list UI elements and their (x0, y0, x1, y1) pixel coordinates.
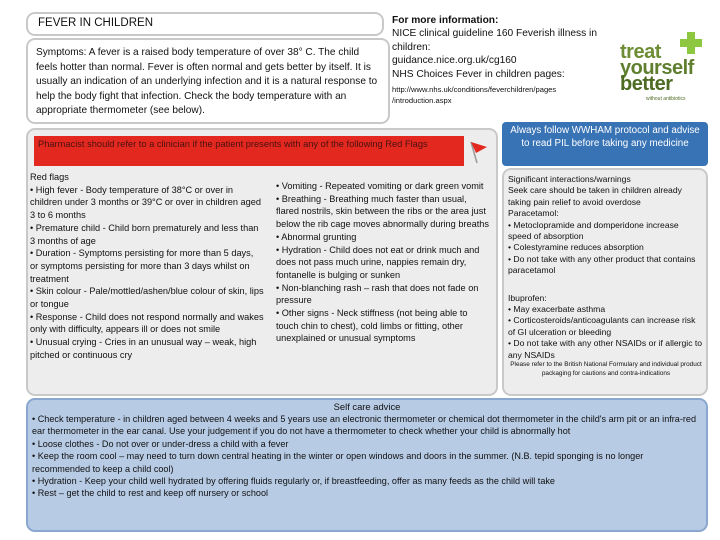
symptoms-text: A fever is a raised body temperature of over 38° C. The child feels hotter than normal. Fever is often normal and gets better by itself. It is usually an indication of an underlying infection and it is a natural response to help the body fight that infection. Check the body temperature with an appropriate thermometer (see below). (36, 47, 378, 117)
wwham-banner: Always follow WWHAM protocol and advise to read PIL before taking any medicine (502, 122, 708, 166)
interaction-item: • Corticosteroids/anticoagulants can increase risk of GI ulceration or bleeding (508, 315, 696, 337)
red-flags-heading: Red flags (30, 172, 69, 182)
page-title: FEVER IN CHILDREN (38, 17, 154, 29)
red-flags-left-column (30, 171, 264, 362)
red-flag-item: • Duration - Symptoms persisting for more than 5 days, or symptoms persisting for more than 3 days whilst on treatment (30, 248, 254, 284)
info-box (392, 14, 602, 124)
logo-word-yourself: yourself (620, 57, 694, 79)
red-flag-item: • Breathing - Breathing much faster than usual, flared nostrils, skin between the ribs or the area just below the rib cage moves abnormally during breaths (276, 193, 489, 230)
logo-subtitle: without antibiotics (646, 96, 686, 102)
red-flag-item: • Other signs - Neck stiffness (not being able to touch chin to chest), cold limbs or fitting, other unexplained or unusual symptoms (276, 308, 468, 344)
red-flag-item: • Non-blanching rash – rash that does not fade on pressure (276, 282, 479, 306)
self-care-item: • Loose clothes - Do not over or under-dress a child with a fever (32, 438, 289, 449)
red-flag-item: • Hydration - Child does not eat or drink much and does not pass much urine, nappies remain dry, fontanelle is bulging or sunken (276, 244, 480, 280)
interactions-content (508, 174, 704, 378)
interaction-item: • Do not take with any other product that contains paracetamol (508, 253, 696, 276)
ibuprofen-label: Ibuprofen: (508, 292, 547, 303)
info-line-nice: NICE clinical guideline 160 Feverish illness in children: (392, 28, 597, 53)
info-line-nice-url: guidance.nice.org.uk/cg160 (392, 55, 517, 67)
logo-word-treat: treat (620, 41, 661, 63)
interaction-item: • Metoclopramide and domperidone increase speed of absorption (508, 219, 679, 242)
red-flag-item: • Premature child - Child born prematurely and less than 3 months of age (30, 222, 259, 246)
red-flag-item: • High fever - Body temperature of 38°C or over in children under 3 months or 39°C or over in children aged 3 to 6 months (30, 184, 261, 221)
self-care-item: • Hydration - Keep your child well hydrated by offering fluids regularly or, if breastfeeding, offer as many feeds as the child will take (32, 476, 555, 487)
red-flag-item: • Response - Child does not respond normally and wakes only with difficulty, appears ill or does not smile (30, 311, 264, 335)
red-flags-right-column (276, 180, 492, 345)
interaction-item: • Do not take with any other NSAIDs or if allergic to any NSAIDs (508, 338, 703, 360)
logo-word-better: better (620, 73, 673, 95)
red-flag-item: • Vomiting - Repeated vomiting or dark green vomit (276, 181, 484, 191)
paracetamol-label: Paracetamol: (508, 208, 559, 219)
self-care-item: • Rest – get the child to rest and keep off nursery or school (32, 488, 269, 499)
info-line-nhs: NHS Choices Fever in children pages: (392, 68, 565, 80)
bnf-note: Please refer to the British National Formulary and individual product packaging for cautions and contra-indications (510, 361, 702, 377)
self-care-panel (26, 398, 708, 532)
title-box (26, 12, 384, 36)
interactions-heading: Significant interactions/warnings (508, 174, 631, 184)
info-heading: For more information: (392, 15, 499, 26)
self-care-heading: Self care advice (333, 401, 401, 412)
symptoms-box (26, 38, 390, 124)
interaction-item: • May exacerbate asthma (508, 304, 606, 315)
self-care-item: • Keep the room cool – may need to turn down central heating in the winter or open windows and doors in the summer. (N.B. tepid sponging is no longer recommended to keep a child cool) (32, 451, 644, 474)
info-url-link[interactable]: http://www.nhs.uk/conditions/feverchildren/pages /introduction.aspx (392, 85, 557, 106)
red-flag-item: • Abnormal grunting (276, 231, 357, 242)
interactions-intro: Seek care should be taken in children already taking pain relief to avoid overdose (508, 185, 682, 207)
red-flag-item: • Unusual crying - Cries in an unusual way – weak, high pitched or continuous cry (30, 337, 257, 360)
treat-yourself-better-logo (616, 32, 708, 104)
red-flag-icon (468, 140, 490, 164)
red-flag-banner: Pharmacist should refer to a clinician if the patient presents with any of the following Red Flags (34, 136, 464, 166)
self-care-item: • Check temperature - in children aged between 4 weeks and 5 years use an electronic thermometer or chemical dot thermometer in the child's arm pit or an infra-red ear thermometer in the ear canal. Use your judgement if you do not have a thermometer to check whether your child is abnormally hot (32, 414, 697, 437)
interaction-item: • Colestyramine reduces absorption (508, 242, 644, 253)
symptoms-label: Symptoms: (36, 47, 87, 58)
red-flag-item: • Skin colour - Pale/mottled/ashen/blue colour of skin, lips or tongue (30, 286, 264, 310)
plus-icon (680, 32, 702, 54)
